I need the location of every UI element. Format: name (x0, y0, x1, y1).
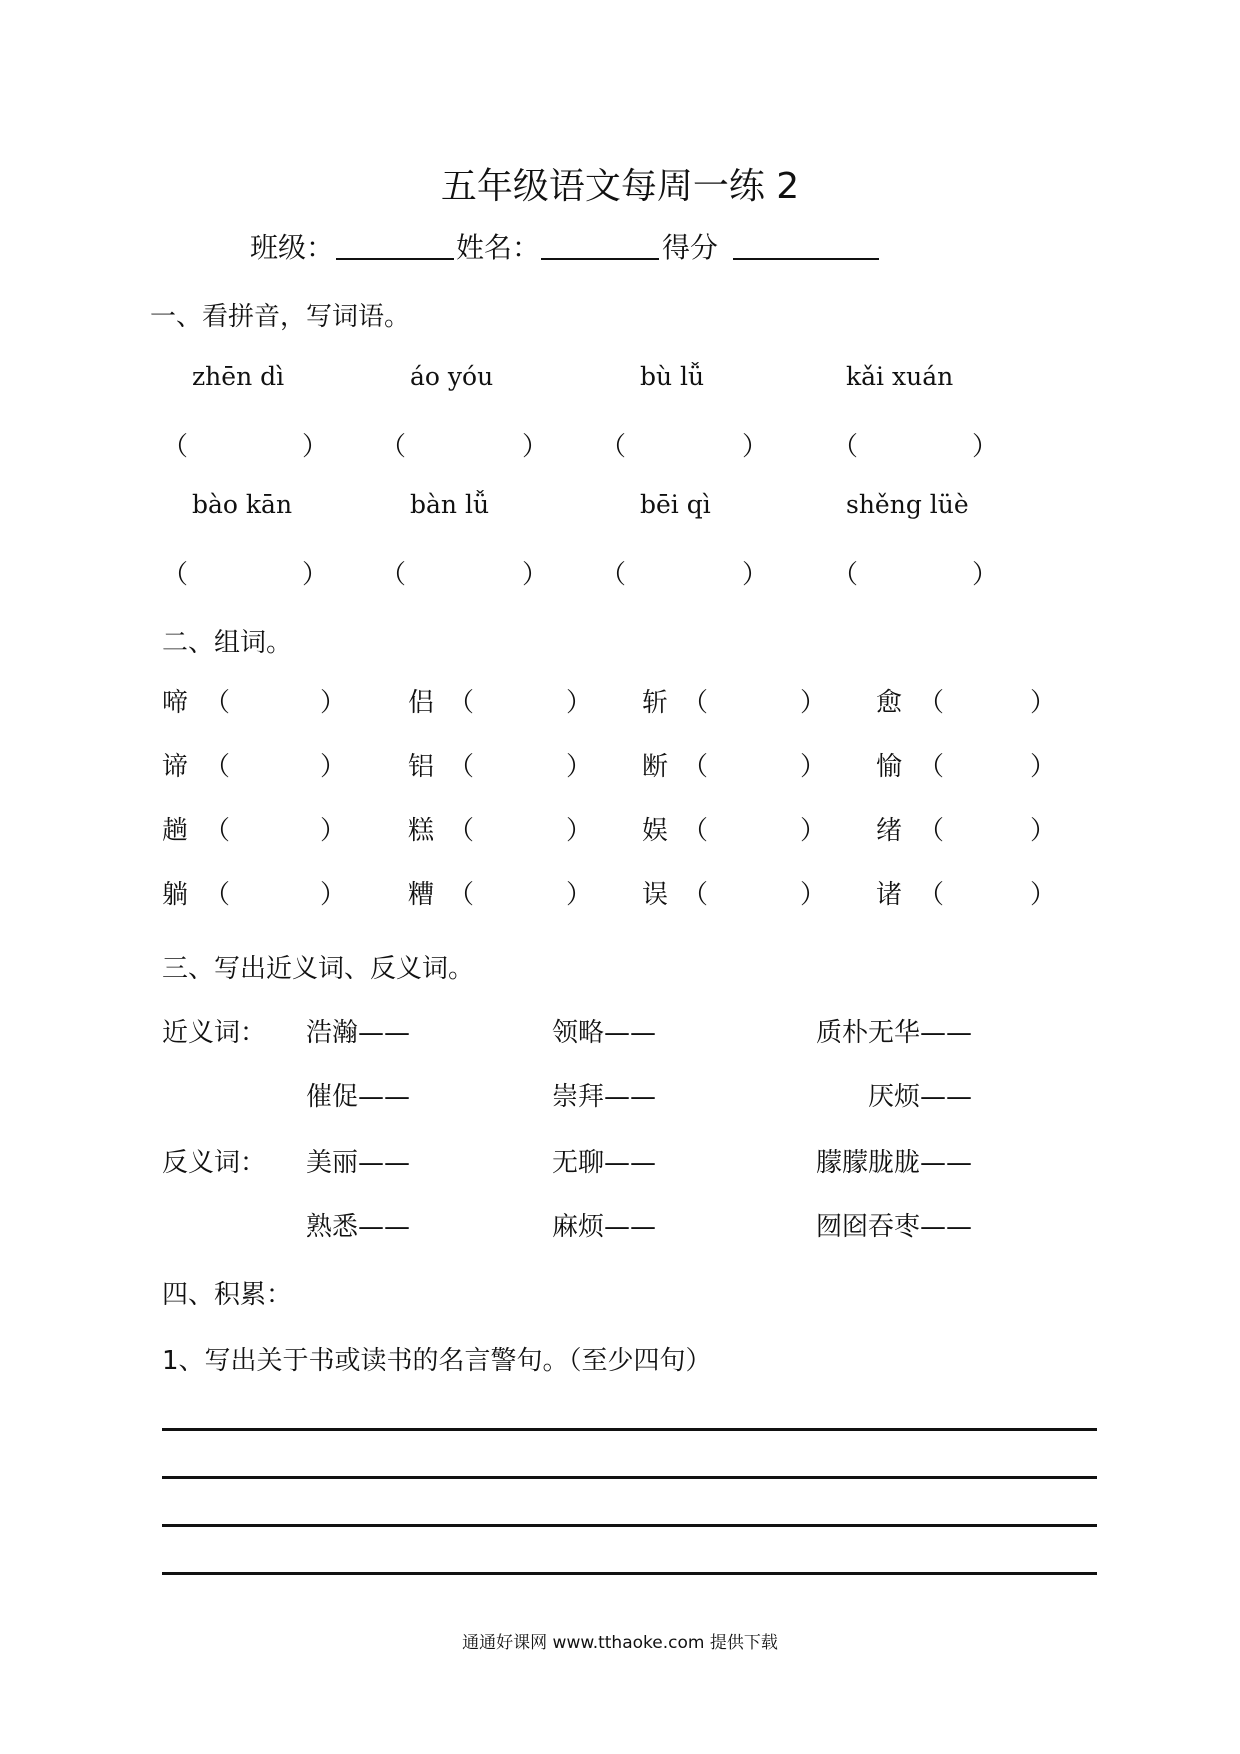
answer-paren-close: ） (522, 560, 549, 590)
word-char: 谛 (162, 752, 189, 782)
antonym-item[interactable]: 麻烦—— (552, 1212, 657, 1242)
question-1: 1、写出关于书或读书的名言警句。（至少四句） (162, 1346, 712, 1376)
answer-paren-close: ） (566, 880, 593, 910)
answer-slot[interactable] (474, 682, 566, 716)
word-char: 误 (642, 880, 669, 910)
antonym-item[interactable]: 囫囵吞枣—— (815, 1212, 972, 1242)
answer-paren-open: （ (380, 560, 407, 590)
answer-paren-open: （ (162, 432, 189, 462)
answer-paren-open: （ (682, 816, 709, 846)
footer-text: 通通好课网 www.tthaoke.com 提供下载 (462, 1633, 778, 1653)
answer-slot[interactable] (862, 554, 972, 588)
answer-paren-open: （ (918, 880, 945, 910)
answer-paren-close: ） (320, 880, 347, 910)
answer-paren-open: （ (682, 688, 709, 718)
word-char: 愉 (876, 752, 903, 782)
answer-paren-close: ） (320, 752, 347, 782)
answer-slot[interactable] (944, 874, 1030, 908)
answer-paren-close: ） (972, 432, 999, 462)
antonym-item[interactable]: 美丽—— (306, 1148, 411, 1178)
answer-slot[interactable] (708, 874, 800, 908)
answer-paren-close: ） (320, 688, 347, 718)
answer-paren-open: （ (448, 688, 475, 718)
answer-paren-open: （ (682, 880, 709, 910)
answer-slot[interactable] (230, 682, 320, 716)
word-char: 铝 (408, 752, 435, 782)
answer-paren-open: （ (918, 752, 945, 782)
synonym-item[interactable]: 催促—— (306, 1082, 411, 1112)
word-char: 侣 (408, 688, 435, 718)
word-char: 诸 (876, 880, 903, 910)
pinyin-prompt: áo yóu (410, 362, 494, 391)
answer-paren-open: （ (204, 752, 231, 782)
answer-paren-close: ） (800, 816, 827, 846)
answer-paren-open: （ (918, 816, 945, 846)
answer-paren-close: ） (800, 688, 827, 718)
page-title: 五年级语文每周一练 2 (440, 166, 800, 207)
answer-paren-open: （ (832, 432, 859, 462)
answer-slot[interactable] (474, 746, 566, 780)
antonym-label: 反义词： (162, 1148, 267, 1178)
section1-heading: 一、看拼音，写词语。 (150, 302, 411, 332)
answer-paren-close: ） (320, 816, 347, 846)
pinyin-prompt: bàn lǚ (410, 490, 490, 519)
antonym-item[interactable]: 熟悉—— (306, 1212, 411, 1242)
answer-slot[interactable] (474, 874, 566, 908)
name-label: 姓名： (456, 231, 541, 264)
answer-paren-close: ） (566, 688, 593, 718)
answer-paren-close: ） (1030, 752, 1057, 782)
answer-slot[interactable] (474, 810, 566, 844)
answer-paren-open: （ (448, 816, 475, 846)
answer-paren-close: ） (522, 432, 549, 462)
word-char: 啼 (162, 688, 189, 718)
antonym-item[interactable]: 朦朦胧胧—— (815, 1148, 972, 1178)
section2-heading: 二、组词。 (162, 628, 293, 658)
word-char: 愈 (876, 688, 903, 718)
answer-paren-open: （ (600, 560, 627, 590)
answer-slot[interactable] (862, 426, 972, 460)
answer-paren-open: （ (832, 560, 859, 590)
synonym-item[interactable]: 厌烦—— (867, 1082, 972, 1112)
answer-paren-close: ） (742, 560, 769, 590)
answer-line-3[interactable] (162, 1524, 1097, 1527)
synonym-item[interactable]: 崇拜—— (552, 1082, 657, 1112)
synonym-item[interactable]: 质朴无华—— (815, 1018, 972, 1048)
name-blank[interactable] (541, 258, 659, 260)
answer-paren-open: （ (204, 816, 231, 846)
answer-slot[interactable] (192, 554, 302, 588)
answer-slot[interactable] (630, 426, 742, 460)
answer-paren-close: ） (742, 432, 769, 462)
score-label: 得分 (662, 231, 719, 264)
answer-paren-close: ） (566, 752, 593, 782)
word-char: 糕 (408, 816, 435, 846)
word-char: 娱 (642, 816, 669, 846)
pinyin-prompt: bù lǚ (640, 362, 705, 391)
answer-slot[interactable] (410, 426, 522, 460)
answer-paren-open: （ (600, 432, 627, 462)
pinyin-prompt: bào kān (192, 490, 293, 519)
class-label: 班级： (250, 231, 335, 264)
answer-paren-open: （ (918, 688, 945, 718)
word-char: 断 (642, 752, 669, 782)
answer-paren-close: ） (302, 560, 329, 590)
word-char: 躺 (162, 880, 189, 910)
answer-paren-open: （ (448, 880, 475, 910)
answer-paren-close: ） (972, 560, 999, 590)
synonym-label: 近义词： (162, 1018, 267, 1048)
pinyin-prompt: shěng lüè (846, 490, 969, 519)
answer-slot[interactable] (708, 810, 800, 844)
answer-slot[interactable] (630, 554, 742, 588)
class-blank[interactable] (336, 258, 454, 260)
pinyin-prompt: kǎi xuán (846, 362, 954, 391)
answer-paren-close: ） (1030, 688, 1057, 718)
answer-slot[interactable] (192, 426, 302, 460)
answer-slot[interactable] (230, 810, 320, 844)
answer-line-2[interactable] (162, 1476, 1097, 1479)
word-char: 绪 (876, 816, 903, 846)
answer-paren-open: （ (204, 880, 231, 910)
pinyin-prompt: zhēn dì (192, 362, 285, 391)
answer-paren-close: ） (566, 816, 593, 846)
answer-paren-close: ） (1030, 880, 1057, 910)
antonym-item[interactable]: 无聊—— (552, 1148, 657, 1178)
answer-slot[interactable] (230, 746, 320, 780)
answer-line-1[interactable] (162, 1428, 1097, 1431)
pinyin-prompt: bēi qì (640, 490, 711, 519)
answer-slot[interactable] (708, 746, 800, 780)
word-char: 斩 (642, 688, 669, 718)
answer-slot[interactable] (230, 874, 320, 908)
answer-slot[interactable] (708, 682, 800, 716)
answer-line-4[interactable] (162, 1572, 1097, 1575)
synonym-item[interactable]: 浩瀚—— (306, 1018, 411, 1048)
answer-paren-open: （ (380, 432, 407, 462)
answer-paren-close: ） (800, 752, 827, 782)
section4-heading: 四、积累： (162, 1280, 293, 1310)
section3-heading: 三、写出近义词、反义词。 (162, 954, 475, 984)
answer-slot[interactable] (944, 682, 1030, 716)
answer-slot[interactable] (944, 746, 1030, 780)
synonym-item[interactable]: 领略—— (552, 1018, 657, 1048)
answer-paren-close: ） (1030, 816, 1057, 846)
answer-slot[interactable] (410, 554, 522, 588)
answer-paren-close: ） (800, 880, 827, 910)
score-blank[interactable] (733, 258, 879, 260)
answer-paren-close: ） (302, 432, 329, 462)
answer-slot[interactable] (944, 810, 1030, 844)
answer-paren-open: （ (448, 752, 475, 782)
word-char: 糟 (408, 880, 435, 910)
word-char: 趟 (162, 816, 189, 846)
answer-paren-open: （ (682, 752, 709, 782)
answer-paren-open: （ (162, 560, 189, 590)
answer-paren-open: （ (204, 688, 231, 718)
